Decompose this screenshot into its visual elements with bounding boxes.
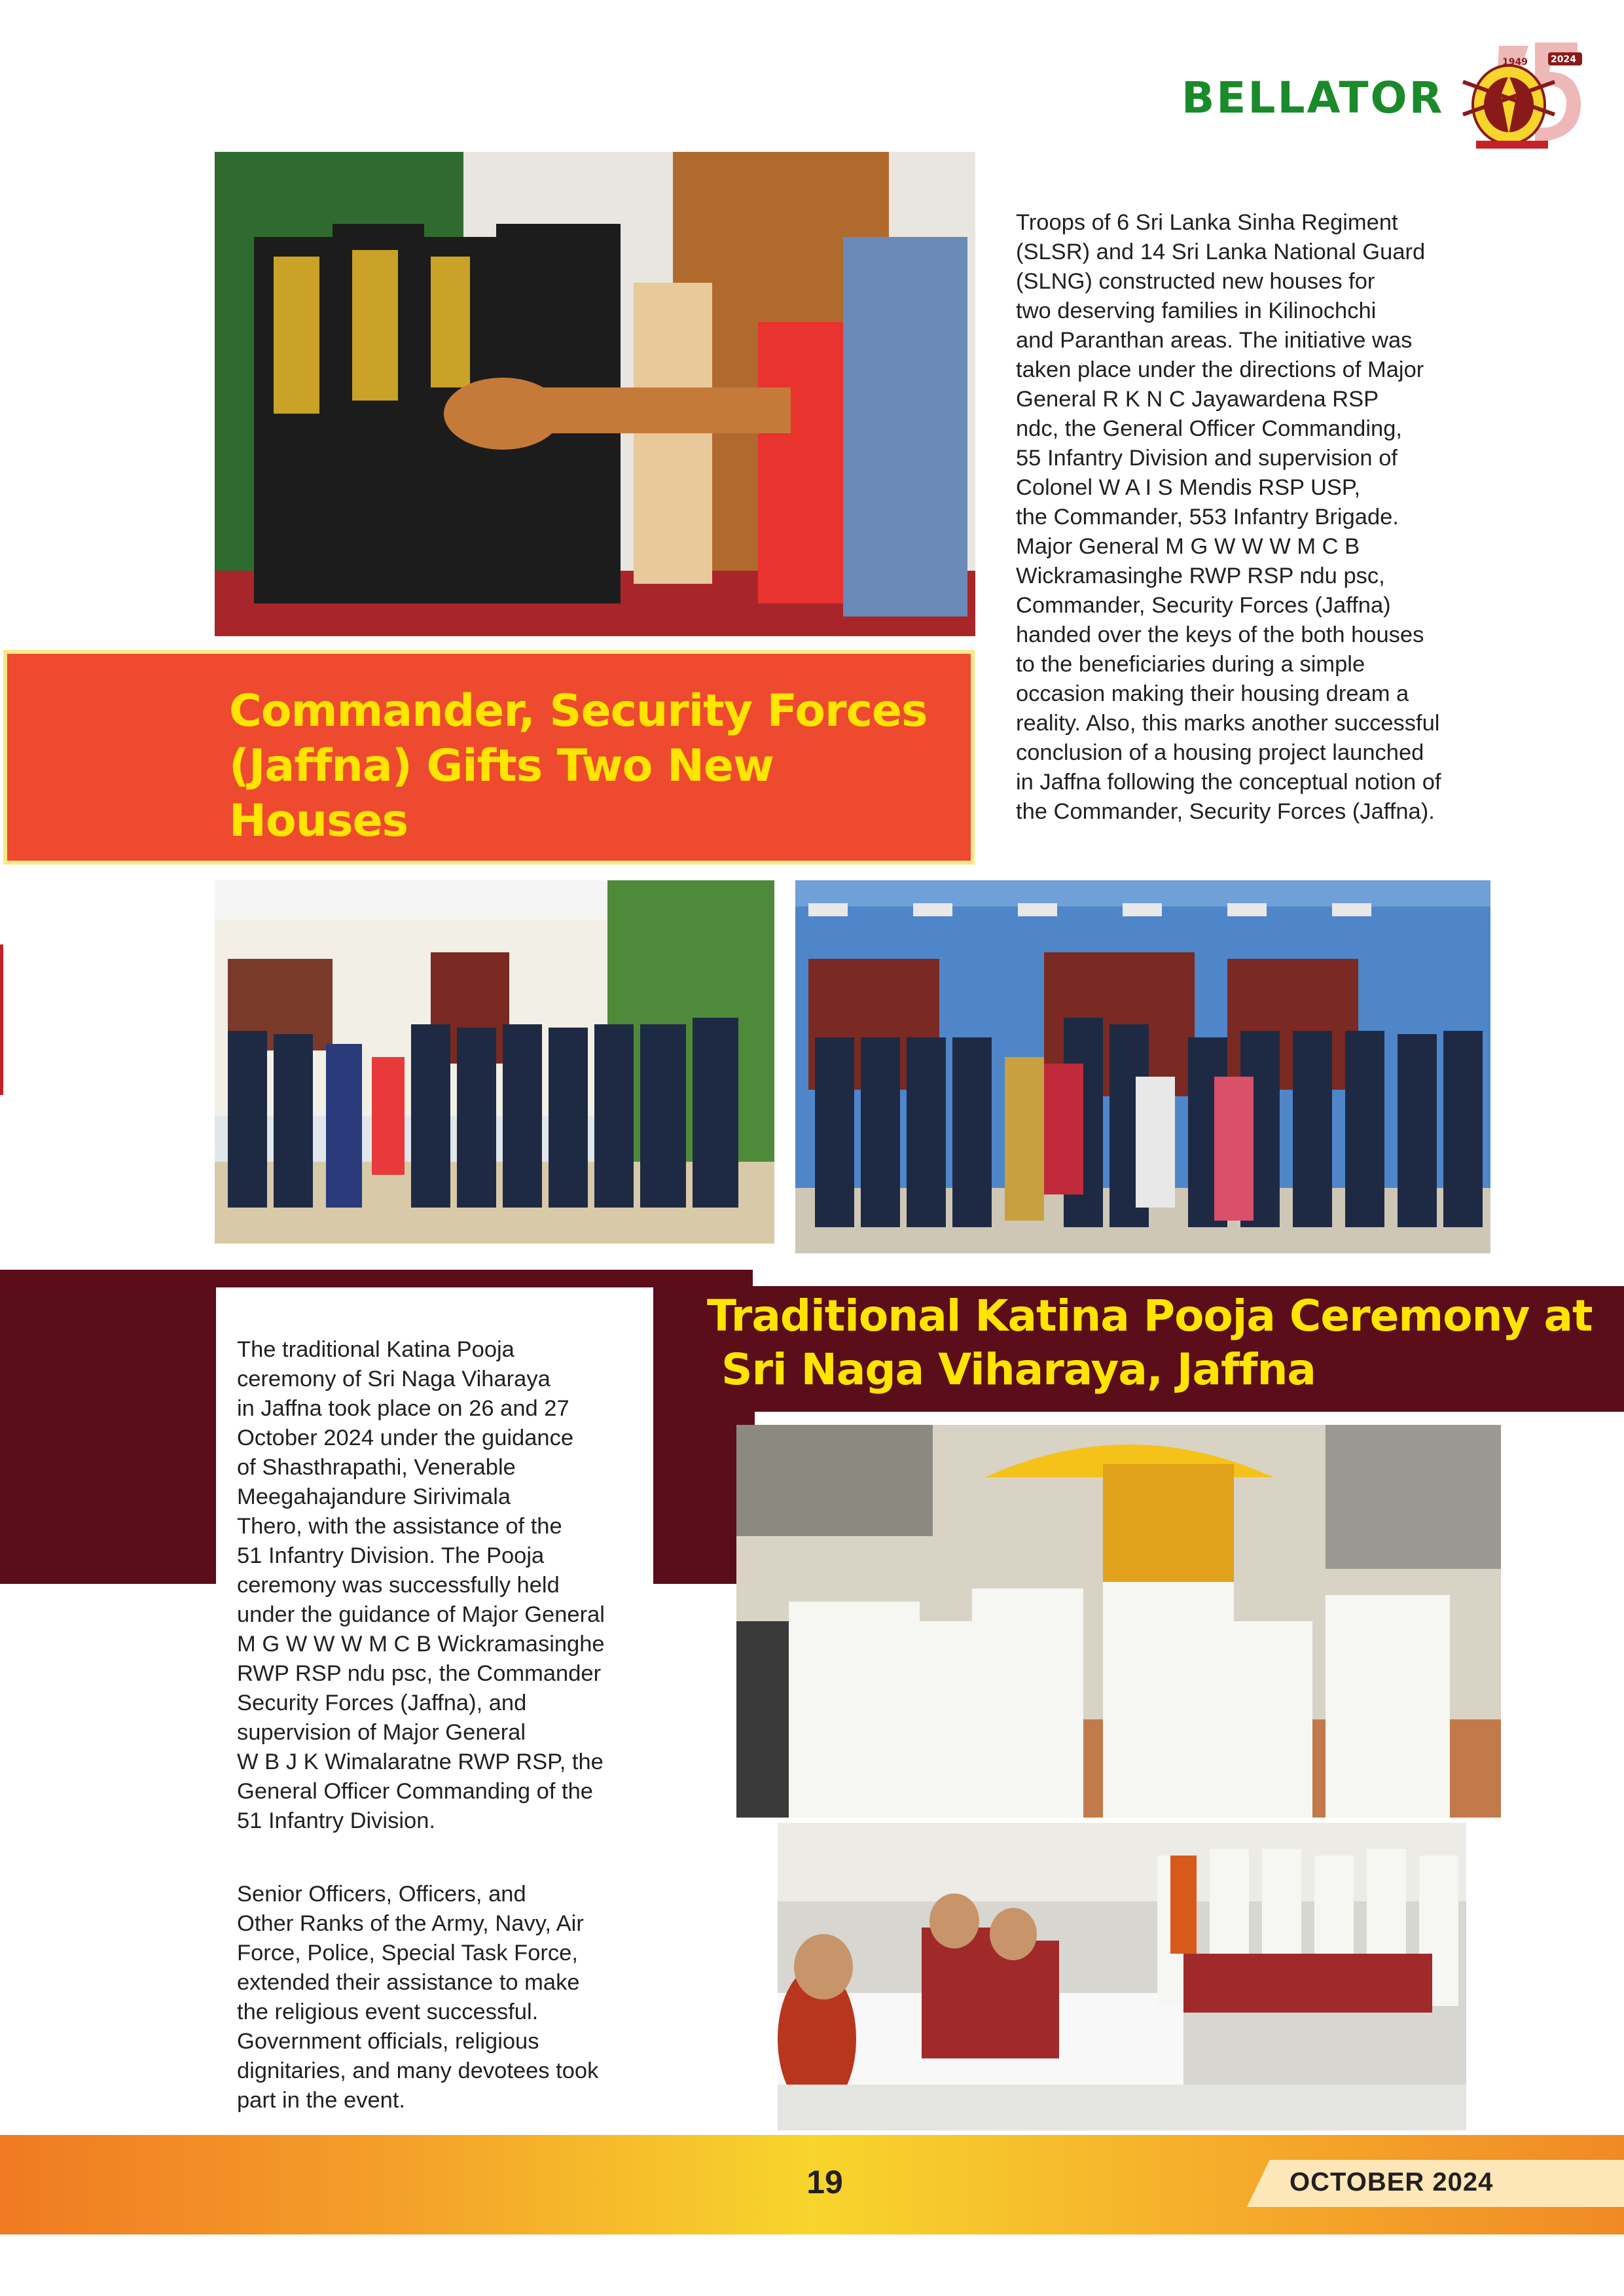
article2-body	[237, 1306, 646, 2145]
article1-headline-line1: Commander, Security Forces	[229, 685, 928, 737]
masthead-title: BELLATOR	[1182, 73, 1445, 123]
anniversary-logo	[1437, 36, 1587, 154]
house-group-photo-2	[795, 880, 1490, 1253]
issue-date: OCTOBER 2024	[1290, 2168, 1494, 2197]
logo-year-start: 1949	[1502, 57, 1528, 67]
article1-headline-line2: (Jaffna) Gifts Two New Houses	[229, 740, 774, 847]
monks-ceremony-photo	[778, 1823, 1466, 2130]
article2-headline	[707, 1289, 1623, 1397]
article2-headline-line2: Sri Naga Viharaya, Jaffna	[707, 1344, 1316, 1395]
page-number: 19	[806, 2164, 843, 2200]
page-edge-accent	[0, 944, 3, 1095]
article2-paragraph-2: Senior Officers, Officers, and Other Ranks of the Army, Navy, Air Force, Police, Special Task Force, extended their assistance to make the religious event successful. Government officials, religious dignitaries, and many devotees took part in the event.	[237, 1882, 599, 2113]
article1-headline	[229, 684, 949, 849]
article1-body: Troops of 6 Sri Lanka Sinha Regiment (SLSR) and 14 Sri Lanka National Guard (SLNG) constructed new houses for two deserving families in Kilinochchi and Paranthan areas. The initiative was taken place under the directions of Major General R K N C Jayawardena RSP ndc, the General Officer Commanding, 55 Infantry Division and supervision of Colonel W A I S Mendis RSP USP, the Commander, 553 Infantry Brigade. Major General M G W W W M C B Wickramasinghe RWP RSP ndu psc, Commander, Security Forces (Jaffna) handed over the keys of the both houses to the beneficiaries during a simple occasion making their housing dream a reality. Also, this marks another successful conclusion of a housing project launched in Jaffna following the conceptual notion of the Commander, Security Forces (Jaffna).	[1016, 210, 1441, 824]
key-handover-photo	[215, 152, 975, 636]
article2-paragraph-1: The traditional Katina Pooja ceremony of Sri Naga Viharaya in Jaffna took place on 26 and 27 October 2024 under the guidance of Shasthrapathi, Venerable Meegahajandure Sirivimala Thero, with the assistance of the 51 Infantry Division. The Pooja ceremony was successfully held under the guidance of Major General M G W W W M C B Wickramasinghe RWP RSP ndu psc, the Commander Security Forces (Jaffna), and supervision of Major General W B J K Wimalaratne RWP RSP, the General Officer Commanding of the 51 Infantry Division.	[237, 1337, 605, 1833]
logo-year-end: 2024	[1551, 54, 1576, 65]
house-group-photo-1	[215, 880, 774, 1244]
logo-number: 75	[1535, 152, 1536, 153]
article2-headline-line1: Traditional Katina Pooja Ceremony at	[707, 1291, 1593, 1341]
procession-photo	[736, 1425, 1501, 1818]
